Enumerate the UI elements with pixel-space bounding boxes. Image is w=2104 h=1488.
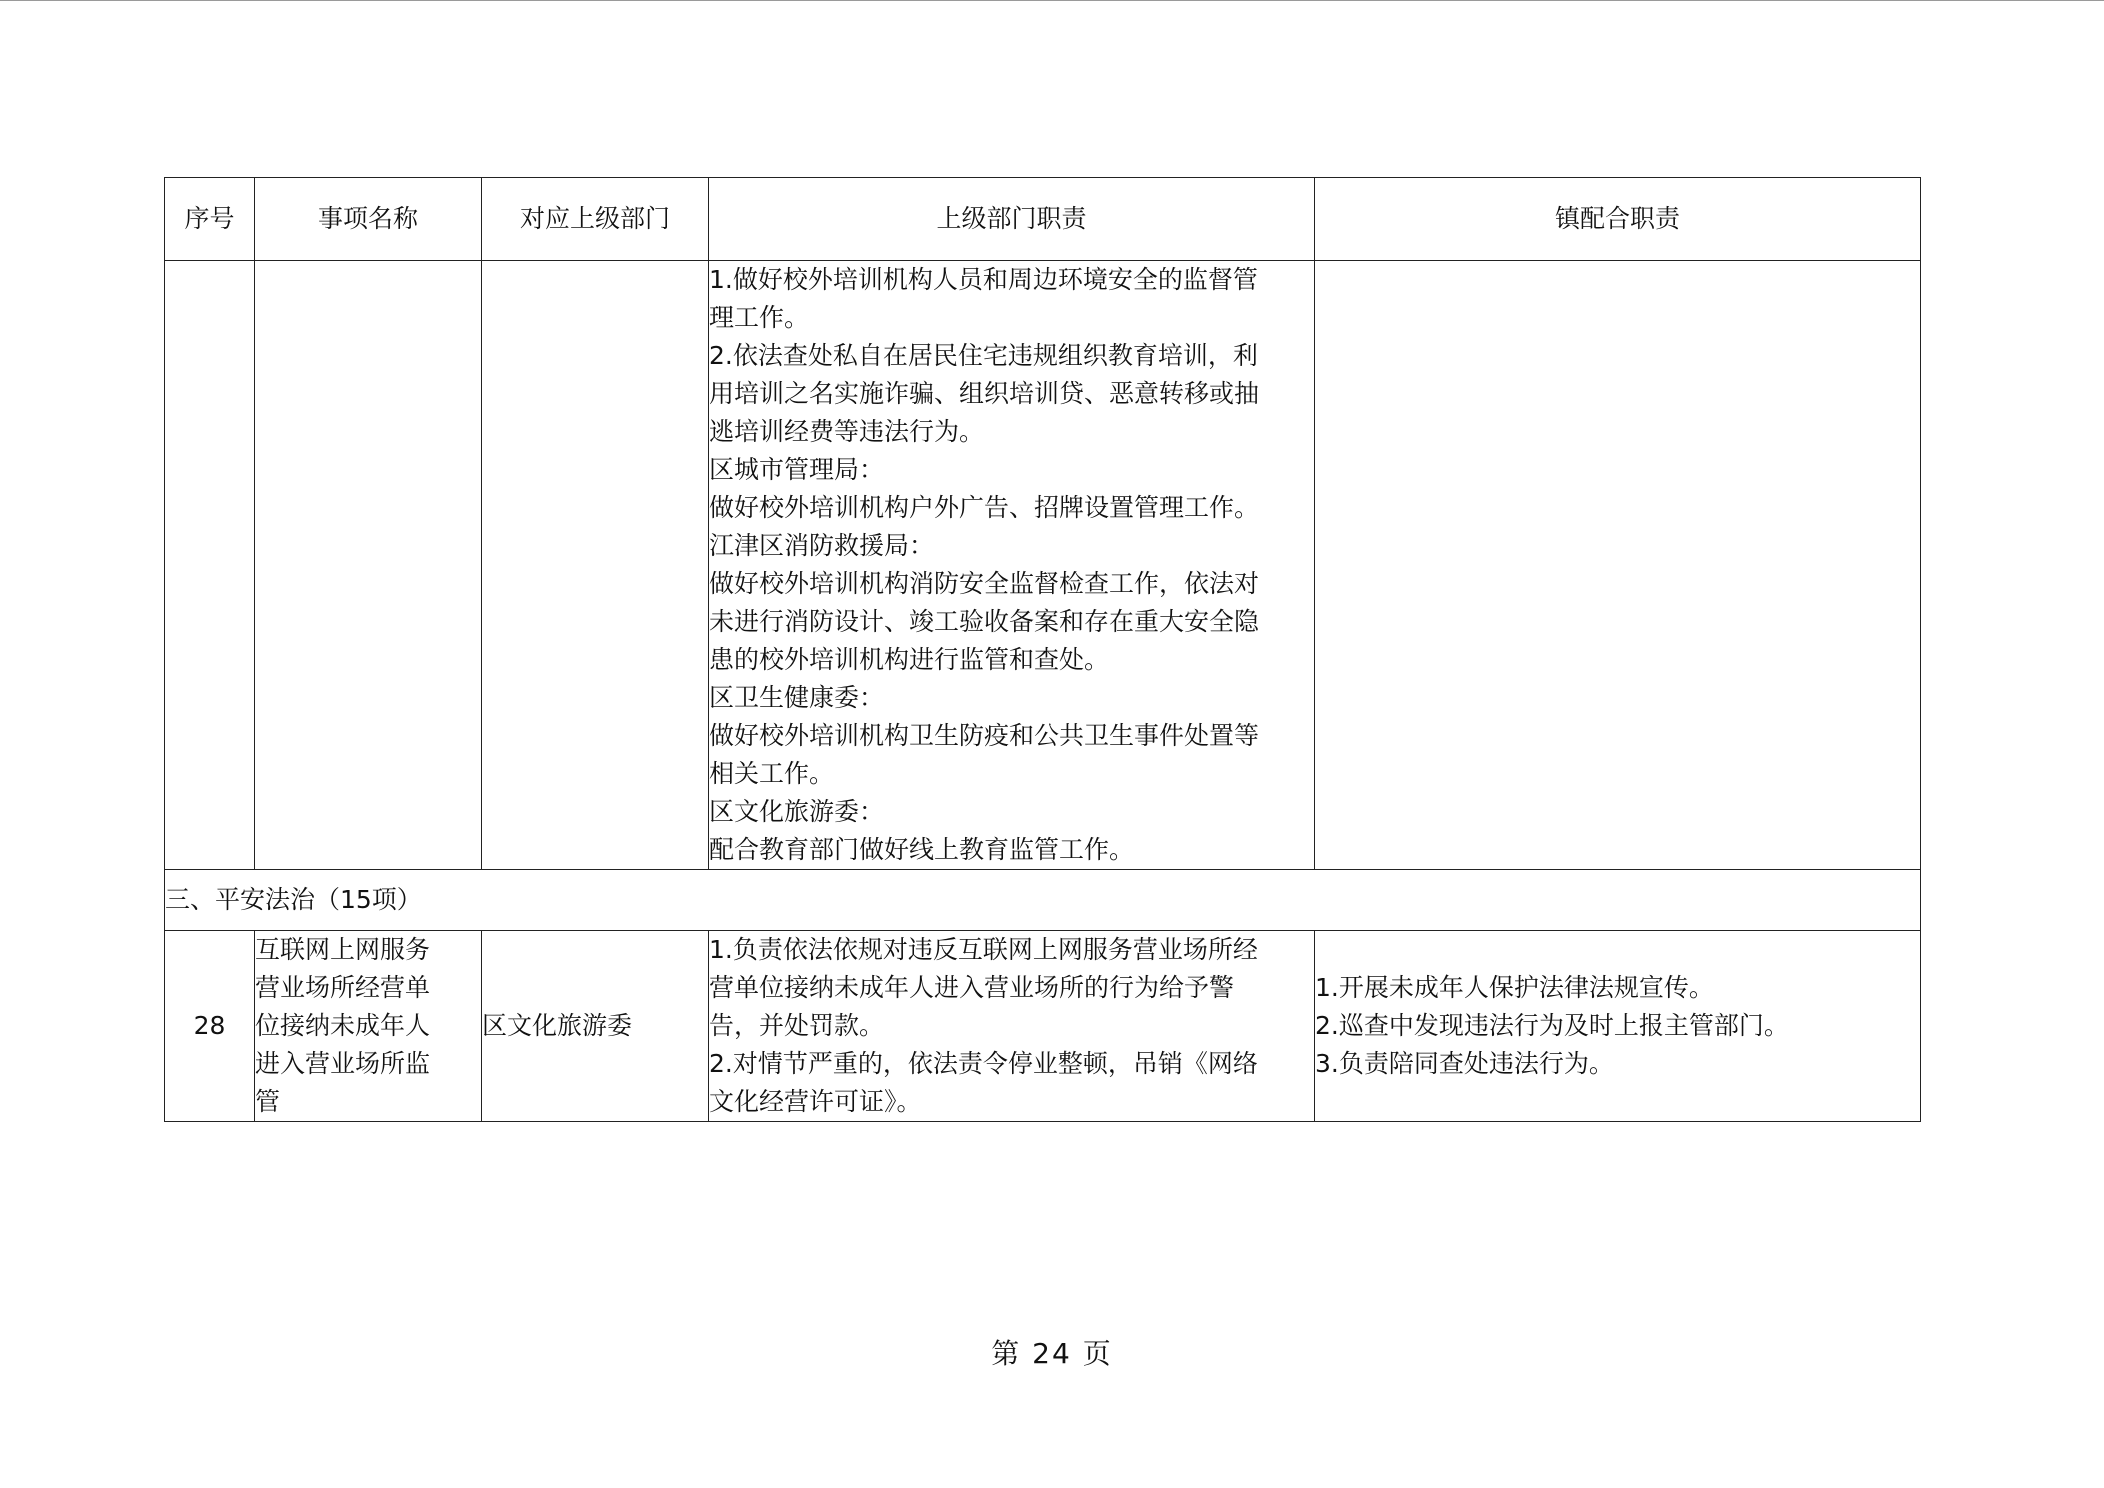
header-town-duty: 镇配合职责	[1315, 178, 1921, 261]
town-duty-line: 1.开展未成年人保护法律法规宣传。	[1315, 973, 1714, 1002]
cell-item-empty	[255, 261, 482, 870]
section-title: 三、平安法治（15项）	[165, 870, 1921, 931]
item-line: 互联网上网服务	[255, 935, 431, 964]
page-top-rule	[0, 0, 2104, 1]
duty-line: 逃培训经费等违法行为。	[709, 417, 985, 446]
item-line: 管	[255, 1087, 281, 1116]
duty-line: 1.负责依法依规对违反互联网上网服务营业场所经	[709, 935, 1258, 964]
section-row	[165, 870, 1921, 931]
cell-no-empty	[165, 261, 255, 870]
table-row	[165, 931, 1921, 1122]
duty-line: 区卫生健康委：	[709, 683, 885, 712]
cell-town-duty	[1315, 931, 1921, 1122]
duty-line: 区城市管理局：	[709, 455, 885, 484]
page-number: 第 24 页	[991, 1337, 1113, 1370]
duty-line: 相关工作。	[709, 759, 835, 788]
duty-line: 配合教育部门做好线上教育监管工作。	[709, 835, 1135, 864]
duty-line: 理工作。	[709, 303, 810, 332]
duty-line: 做好校外培训机构户外广告、招牌设置管理工作。	[709, 493, 1260, 522]
town-duty-line: 2.巡查中发现违法行为及时上报主管部门。	[1315, 1011, 1789, 1040]
cell-dept-empty	[482, 261, 709, 870]
duty-line: 做好校外培训机构消防安全监督检查工作，依法对	[709, 569, 1260, 598]
header-superior-dept: 对应上级部门	[482, 178, 709, 261]
duty-line: 区文化旅游委：	[709, 797, 885, 826]
cell-item-name	[255, 931, 482, 1122]
duty-line: 用培训之名实施诈骗、组织培训贷、恶意转移或抽	[709, 379, 1260, 408]
cell-no: 28	[165, 931, 255, 1122]
table-row-continued	[165, 261, 1921, 870]
duty-table	[164, 177, 1921, 1122]
item-line: 位接纳未成年人	[255, 1011, 431, 1040]
header-item-name: 事项名称	[255, 178, 482, 261]
header-no: 序号	[165, 178, 255, 261]
duty-line: 告，并处罚款。	[709, 1011, 885, 1040]
header-superior-duty: 上级部门职责	[709, 178, 1315, 261]
duty-line: 1.做好校外培训机构人员和周边环境安全的监督管	[709, 265, 1258, 294]
duty-line: 患的校外培训机构进行监管和查处。	[709, 645, 1110, 674]
duty-line: 营单位接纳未成年人进入营业场所的行为给予警	[709, 973, 1235, 1002]
cell-superior-duty	[709, 931, 1315, 1122]
duty-line: 未进行消防设计、竣工验收备案和存在重大安全隐	[709, 607, 1260, 636]
duty-line: 做好校外培训机构卫生防疫和公共卫生事件处置等	[709, 721, 1260, 750]
cell-superior-duty-continued	[709, 261, 1315, 870]
duty-line: 文化经营许可证》。	[709, 1087, 922, 1116]
duty-line: 2.依法查处私自在居民住宅违规组织教育培训，利	[709, 341, 1258, 370]
duty-line: 2.对情节严重的，依法责令停业整顿，吊销《网络	[709, 1049, 1258, 1078]
town-duty-line: 3.负责陪同查处违法行为。	[1315, 1049, 1614, 1078]
item-line: 营业场所经营单	[255, 973, 431, 1002]
cell-town-duty-empty	[1315, 261, 1921, 870]
item-line: 进入营业场所监	[255, 1049, 431, 1078]
cell-superior-dept: 区文化旅游委	[482, 931, 709, 1122]
table-header-row	[165, 178, 1921, 261]
duty-line: 江津区消防救援局：	[709, 531, 935, 560]
